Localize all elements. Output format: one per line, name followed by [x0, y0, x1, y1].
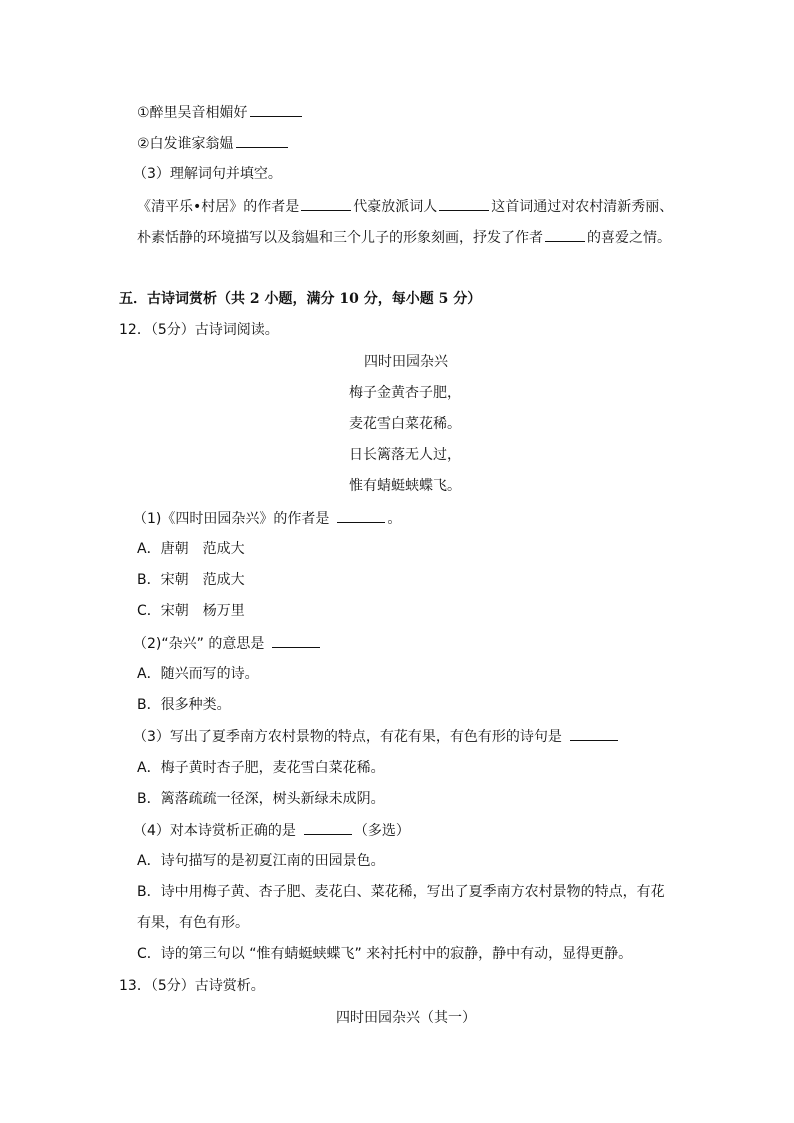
- answer-blank[interactable]: [301, 196, 351, 211]
- q13-poem-title: 四时田园杂兴（其一）: [336, 1010, 476, 1026]
- q12-sub2-stem: （2)“杂兴” 的意思是: [133, 633, 322, 654]
- answer-blank[interactable]: [545, 227, 585, 242]
- q12-sub4-stem: （4）对本诗赏析正确的是 （多选）: [133, 820, 410, 841]
- answer-blank[interactable]: [250, 102, 302, 117]
- q12-sub4-option-b[interactable]: B．诗中用梅子黄、杏子肥、麦花白、菜花稀，写出了夏季南方农村景物的特点，有花: [137, 884, 665, 900]
- q12-poem-line-1: 梅子金黄杏子肥，: [349, 385, 461, 401]
- q11-item-1: ①醉里吴音相媚好: [137, 102, 304, 123]
- q12-sub3-stem: （3）写出了夏季南方农村景物的特点，有花有果，有色有形的诗句是: [133, 726, 620, 747]
- q12-sub2-option-a[interactable]: A．随兴而写的诗。: [137, 666, 259, 682]
- q11-sub3-stem: （3）理解词句并填空。: [133, 166, 282, 182]
- answer-blank[interactable]: [272, 633, 320, 648]
- answer-blank[interactable]: [236, 133, 288, 148]
- q12-sub4-option-a[interactable]: A．诗句描写的是初夏江南的田园景色。: [137, 853, 385, 869]
- answer-blank[interactable]: [439, 196, 489, 211]
- q12-sub1-stem: （1)《四时田园杂兴》的作者是 。: [133, 508, 401, 529]
- q12-sub1-option-b[interactable]: B．宋朝 范成大: [137, 572, 245, 588]
- section-5-title: 五．古诗词赏析（共 2 小题，满分 10 分，每小题 5 分）: [119, 291, 482, 307]
- q12-sub1-option-c[interactable]: C．宋朝 杨万里: [137, 603, 245, 619]
- q12-sub4-option-c[interactable]: C．诗的第三句以 “惟有蜻蜓蛱蝶飞” 来衬托村中的寂静，静中有动，显得更静。: [137, 946, 633, 962]
- q11-paragraph-line1: 《清平乐•村居》的作者是 代豪放派词人 这首词通过对农村清新秀丽、: [137, 196, 673, 217]
- q12-poem-title: 四时田园杂兴: [364, 354, 448, 370]
- q11-paragraph-line2: 朴素恬静的环境描写以及翁媪和三个儿子的形象刻画，抒发了作者 的喜爱之情。: [137, 227, 671, 248]
- q12-sub1-option-a[interactable]: A．唐朝 范成大: [137, 541, 245, 557]
- q11-item-2: ②白发谁家翁媪: [137, 133, 290, 154]
- q12-poem-line-4: 惟有蜻蜓蛱蝶飞。: [349, 478, 461, 494]
- answer-blank[interactable]: [337, 508, 385, 523]
- q12-sub3-option-b[interactable]: B．篱落疏疏一径深，树头新绿未成阴。: [137, 791, 385, 807]
- answer-blank[interactable]: [304, 820, 352, 835]
- q12-header: 12．（5分）古诗词阅读。: [119, 322, 279, 338]
- q12-poem-line-2: 麦花雪白菜花稀。: [349, 416, 461, 432]
- q12-poem-line-3: 日长篱落无人过，: [349, 447, 461, 463]
- q12-sub3-option-a[interactable]: A．梅子黄时杏子肥，麦花雪白菜花稀。: [137, 760, 385, 776]
- q12-sub4-option-b-cont: 有果，有色有形。: [137, 915, 249, 931]
- q12-sub2-option-b[interactable]: B．很多种类。: [137, 697, 231, 713]
- q13-header: 13．（5分）古诗赏析。: [119, 978, 265, 994]
- answer-blank[interactable]: [570, 726, 618, 741]
